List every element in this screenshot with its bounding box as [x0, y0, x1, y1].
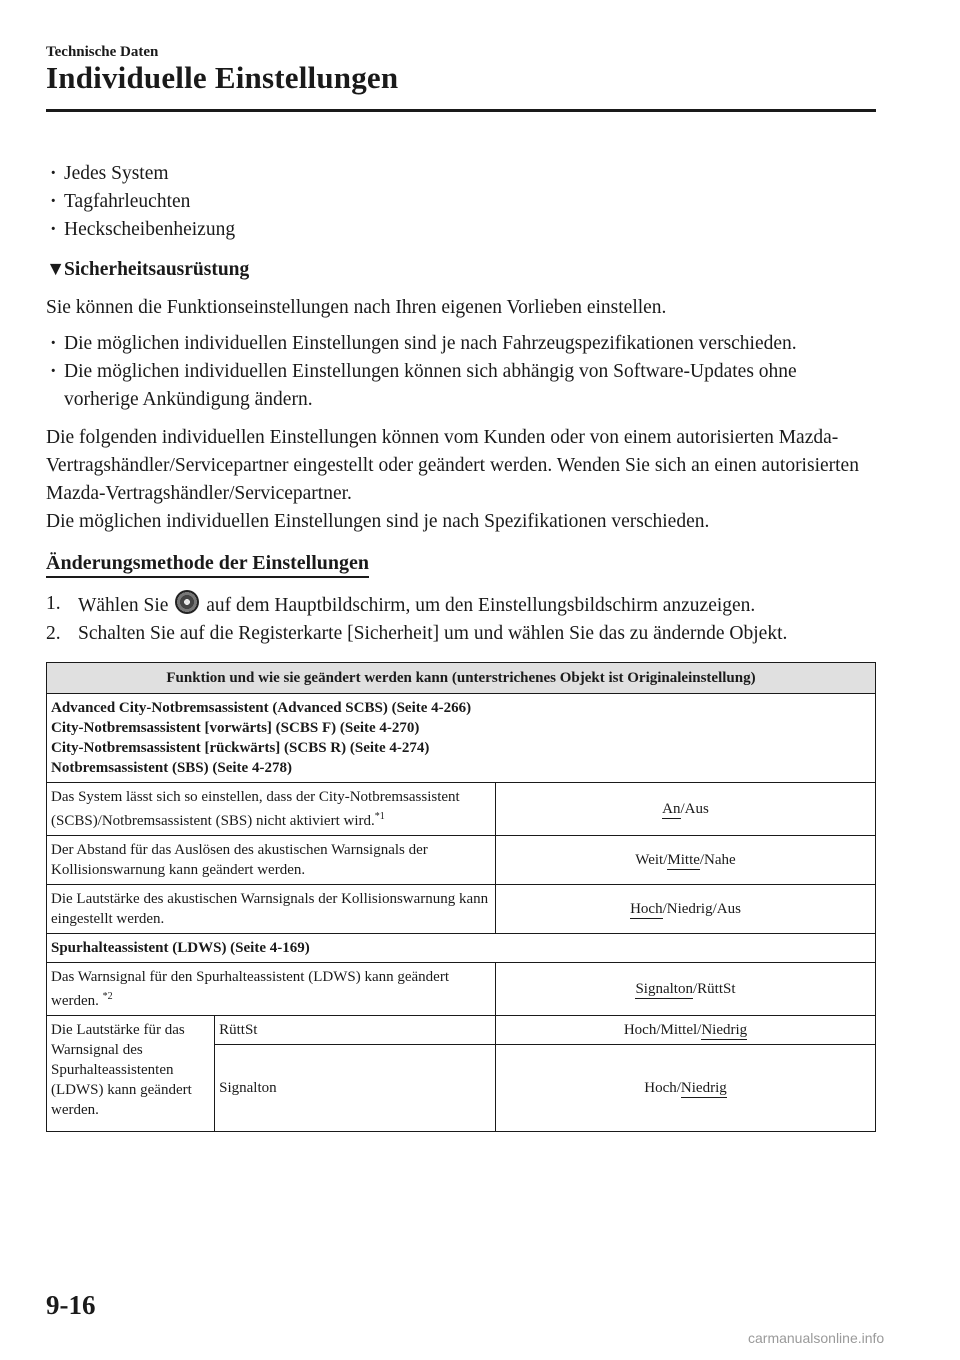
- page-number: 9-16: [46, 1290, 96, 1320]
- title-rule: [46, 109, 876, 112]
- settings-table: [46, 662, 876, 1132]
- content: [46, 160, 876, 1132]
- method-heading: Änderungsmethode der Einstellungen: [46, 550, 369, 578]
- intro-text: Sie können die Funktionseinstellungen nach Ihren eigenen Vorlieben einstellen.: [46, 297, 667, 318]
- table-row: [47, 934, 876, 963]
- group-title-cell: Spurhalteassistent (LDWS) (Seite 4-169): [47, 934, 876, 963]
- options-cell: Hoch/Niedrig: [496, 1045, 876, 1132]
- note-list: [46, 330, 876, 414]
- steps-list: [46, 590, 876, 648]
- group-title-cell: Advanced City-Notbremsassistent (Advanced SCBS) (Seite 4-266) City-Notbremsassistent [vorwärts] (SCBS F) (Seite 4-270) City-Notbremsassistent [rückwärts] (SCBS R) (Seite 4-274) Notbremsassistent (SBS) (Seite 4-278): [47, 694, 876, 783]
- options-cell: An/Aus: [496, 783, 876, 836]
- description-cell: Die Lautstärke des akustischen Warnsignals der Kollisionswarnung kann eingestellt werden.: [47, 885, 496, 934]
- description-cell: Der Abstand für das Auslösen des akustischen Warnsignals der Kollisionswarnung kann geändert werden.: [47, 836, 496, 885]
- table-row: [47, 885, 876, 934]
- paragraph: Die möglichen individuellen Einstellungen sind je nach Spezifikationen verschieden.: [46, 511, 710, 532]
- description-cell: Das System lässt sich so einstellen, dass der City-Notbremsassistent (SCBS)/Notbremsassistent (SBS) nicht aktiviert wird.$^{*1}$: [47, 783, 496, 836]
- page-title: Individuelle Einstellungen: [46, 60, 399, 95]
- table-row: [47, 783, 876, 836]
- description-cell: Die Lautstärke für das Warnsignal des Spurhalteassistenten (LDWS) kann geändert werden.: [47, 1016, 215, 1132]
- step-item: 1. Wählen Sie auf dem Hauptbildschirm, um den Einstellungsbildschirm anzuzeigen.: [46, 590, 876, 620]
- sub-label-cell: Signalton: [215, 1045, 496, 1132]
- sub-label-cell: RüttSt: [215, 1016, 496, 1045]
- list-item: · Die möglichen individuellen Einstellungen sind je nach Fahrzeugspezifikationen verschieden.: [46, 330, 876, 358]
- options-cell: Weit/Mitte/Nahe: [496, 836, 876, 885]
- options-cell: Hoch/Mittel/Niedrig: [496, 1016, 876, 1045]
- paragraph: Die folgenden individuellen Einstellungen können vom Kunden oder von einem autorisierten Mazda-Vertragshändler/Servicepartner eingestellt oder geändert werden. Wenden Sie sich an einen autorisierten Mazda-Vertragshändler/Servicepartner.: [46, 427, 859, 504]
- table-row: [47, 836, 876, 885]
- list-item: · Tagfahrleuchten: [46, 188, 876, 216]
- table-row: [47, 694, 876, 783]
- triangle-down-icon: ▼: [46, 259, 66, 280]
- table-header: Funktion und wie sie geändert werden kann (unterstrichenes Objekt ist Originaleinstellung): [47, 663, 876, 694]
- description-cell: Das Warnsignal für den Spurhalteassistent (LDWS) kann geändert werden. $^{*2}$: [47, 963, 496, 1016]
- section-label: Technische Daten: [46, 44, 159, 60]
- list-item: · Jedes System: [46, 160, 876, 188]
- list-item: · Die möglichen individuellen Einstellungen können sich abhängig von Software-Updates ohne vorherige Ankündigung ändern.: [46, 358, 876, 414]
- options-cell: Signalton/RüttSt: [496, 963, 876, 1016]
- table-row: [47, 963, 876, 1016]
- system-list: [46, 160, 876, 244]
- options-cell: Hoch/Niedrig/Aus: [496, 885, 876, 934]
- watermark: carmanualsonline.info: [748, 1330, 885, 1346]
- table-row: [47, 1016, 876, 1045]
- step-item: 2. Schalten Sie auf die Registerkarte [Sicherheit] um und wählen Sie das zu ändernde Objekt.: [46, 623, 788, 644]
- subheading-text: Sicherheitsausrüstung: [64, 259, 250, 280]
- settings-gear-icon: [175, 590, 199, 614]
- list-item: · Heckscheibenheizung: [46, 216, 876, 244]
- subheading: [46, 256, 876, 284]
